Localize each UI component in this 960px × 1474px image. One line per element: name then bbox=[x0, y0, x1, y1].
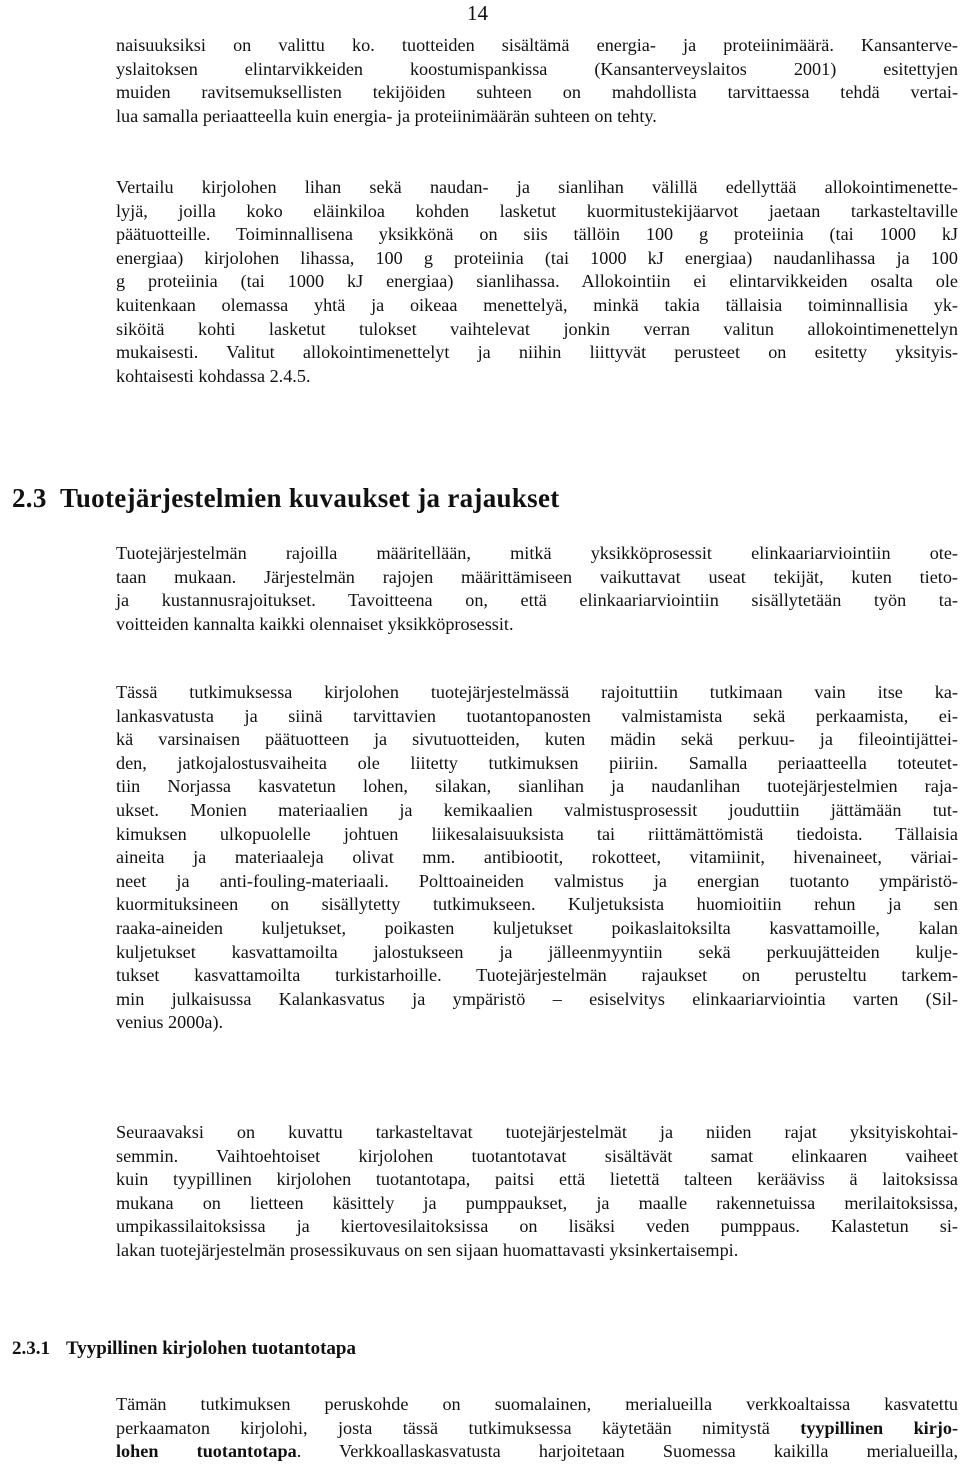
text-line: min julkaisussa Kalankasvatus ja ympäristö – esiselvitys elinkaariarviointia varten (Sil- bbox=[116, 988, 958, 1009]
paragraph-1 bbox=[116, 34, 958, 128]
paragraph-3 bbox=[116, 542, 958, 636]
text-line: umpikassilaitoksissa ja kiertovesilaitoksissa on lisäksi veden pumppaus. Kalastetun si- bbox=[116, 1216, 958, 1237]
text-line: Tämän tutkimuksen peruskohde on suomalainen, merialueilla verkkoaltaissa kasvatettu bbox=[116, 1394, 958, 1414]
subsection-number: 2.3.1 bbox=[12, 1338, 50, 1359]
section-heading bbox=[12, 483, 560, 514]
text-line: yslaitoksen elintarvikkeiden koostumispankissa (Kansanterveyslaitos 2001) esitettyjen bbox=[116, 58, 958, 79]
text-run: perkaamaton kirjolohi, josta tässä tutkimuksessa käytetään nimitystä bbox=[116, 1417, 770, 1438]
text-line: lyjä, joilla koko eläinkiloa kohden lasketut kuormitustekijäarvot jaetaan tarkasteltaville bbox=[116, 200, 958, 221]
text-line: taan mukaan. Järjestelmän rajojen määrittämiseen vaikuttavat useat tekijät, kuten tieto- bbox=[116, 566, 958, 587]
text-line: kohtaisesti kohdassa 2.4.5. bbox=[116, 365, 311, 386]
text-line: ukset. Monien materiaalien ja kemikaalien valmistusprosessit jouduttiin jättämään tut- bbox=[116, 799, 958, 820]
page-number: 14 bbox=[467, 1, 488, 25]
text-line: lakan tuotejärjestelmän prosessikuvaus on sen sijaan huomattavasti yksinkertaisempi. bbox=[116, 1239, 739, 1260]
text-line: den, jatkojalostusvaiheita ole liitetty tutkimuksen piiriin. Samalla periaatteella toteutet- bbox=[116, 752, 958, 773]
text-line: Tässä tutkimuksessa kirjolohen tuotejärjestelmässä rajoituttiin tutkimaan vain itse ka- bbox=[116, 682, 958, 702]
text-line: siköitä kohti lasketut tulokset vaihtelevat jonkin verran valitun allokointimenettelyn bbox=[116, 318, 958, 339]
text-line: päätuotteille. Toiminnallisena yksikkönä on siis tällöin 100 g proteiinia (tai 1000 kJ bbox=[116, 224, 958, 245]
subsection-heading bbox=[12, 1338, 356, 1360]
text-line: kuin tyypillinen kirjolohen tuotantotapa, paitsi että lietettä talteen kerääviss ä laitoksissa bbox=[116, 1169, 958, 1190]
text-line: mukaisesti. Valitut allokointimenettelyt ja niihin liittyvät perusteet on esitetty yksityis- bbox=[116, 342, 958, 363]
text-line: venius 2000a). bbox=[116, 1012, 224, 1033]
section-number: 2.3 bbox=[12, 483, 47, 513]
text-line: lua samalla periaatteella kuin energia- ja proteiinimäärän suhteen on tehty. bbox=[116, 105, 657, 126]
text-line: tiin Norjassa kasvatetun lohen, silakan, sianlihan ja naudanlihan tuotejärjestelmien raja- bbox=[116, 776, 958, 797]
paragraph-2 bbox=[116, 176, 958, 388]
text-line bbox=[116, 1440, 958, 1464]
text-line: lankasvatusta ja siinä tarvittavien tuotantopanosten valmistamista sekä perkaamista, ei- bbox=[116, 705, 958, 726]
text-line: kuormituksineen on sisällytetty tutkimukseen. Kuljetuksista huomioitiin rehun ja sen bbox=[116, 894, 958, 915]
text-line: kuljetukset kasvattamoilta jalostukseen ja jälleenmyyntiin sekä perkuujätteiden kulje- bbox=[116, 941, 958, 962]
text-line: raaka-aineiden kuljetukset, poikasten kuljetukset poikaslaitoksilta kasvattamoille, kalan bbox=[116, 917, 958, 938]
text-line: mukana on lietteen käsittely ja pumppaukset, ja maalle rakennetuissa merilaitoksissa, bbox=[116, 1192, 958, 1213]
text-line: voitteiden kannalta kaikki olennaiset yksikköprosessit. bbox=[116, 613, 514, 634]
bold-term: tyypillinen kirjo- bbox=[800, 1417, 959, 1438]
text-line: aineita ja materiaaleja olivat mm. antibiootit, rokotteet, vitamiinit, hivenaineet, väriai- bbox=[116, 847, 958, 868]
text-line bbox=[116, 1417, 958, 1441]
bold-term: lohen tuotantotapa bbox=[116, 1441, 297, 1462]
text-line: ja kustannusrajoitukset. Tavoitteena on, että elinkaariarviointiin sisällytetään työn ta- bbox=[116, 590, 958, 611]
text-line: neet ja anti-fouling-materiaali. Polttoaineiden valmistus ja energian tuotanto ympäristö- bbox=[116, 870, 958, 891]
text-line: semmin. Vaihtoehtoiset kirjolohen tuotantotavat sisältävät samat elinkaaren vaiheet bbox=[116, 1145, 958, 1166]
text-run: . Verkkoallaskasvatusta harjoitetaan Suomessa kaikilla merialueilla, bbox=[296, 1441, 958, 1462]
text-line: kä varsinaisen päätuotteen ja sivutuotteiden, kuten mädin sekä perkuu- ja fileointijättei- bbox=[116, 729, 958, 750]
text-line: kuitenkaan olemassa yhtä ja oikeaa menettelyä, minkä takia tällaisia toiminnallisia yk- bbox=[116, 294, 958, 315]
text-line: tukset kasvattamoilta turkistarhoille. Tuotejärjestelmän rajaukset on perusteltu tarkem- bbox=[116, 965, 958, 986]
text-line: Seuraavaksi on kuvattu tarkasteltavat tuotejärjestelmät ja niiden rajat yksityiskohtai- bbox=[116, 1122, 958, 1142]
section-title: Tuotejärjestelmien kuvaukset ja rajaukset bbox=[60, 483, 560, 513]
text-line: g proteiinia (tai 1000 kJ energiaa) sianlihassa. Allokointiin ei elintarvikkeiden osalta ole bbox=[116, 271, 958, 292]
paragraph-4 bbox=[116, 681, 958, 1035]
text-line: Vertailu kirjolohen lihan sekä naudan- ja sianlihan välillä edellyttää allokointimenette- bbox=[116, 177, 958, 197]
text-line: kimuksen ulkopuolelle johtuen liikesalaisuuksista tai riittämättömistä tiedoista. Tällaisia bbox=[116, 823, 958, 844]
text-line: Tuotejärjestelmän rajoilla määritellään, mitkä yksikköprosessit elinkaariarviointiin ote- bbox=[116, 543, 958, 563]
paragraph-5 bbox=[116, 1121, 958, 1263]
subsection-title: Tyypillinen kirjolohen tuotantotapa bbox=[66, 1338, 356, 1359]
text-line: muiden ravitsemuksellisten tekijöiden suhteen on mahdollista tarvittaessa tehdä vertai- bbox=[116, 82, 958, 103]
text-line: energiaa) kirjolohen lihassa, 100 g proteiinia (tai 1000 kJ energiaa) naudanlihassa ja 100 bbox=[116, 247, 958, 268]
paragraph-6 bbox=[116, 1393, 958, 1464]
text-line: naisuuksiksi on valittu ko. tuotteiden sisältämä energia- ja proteiinimäärä. Kansanterve- bbox=[116, 35, 958, 55]
